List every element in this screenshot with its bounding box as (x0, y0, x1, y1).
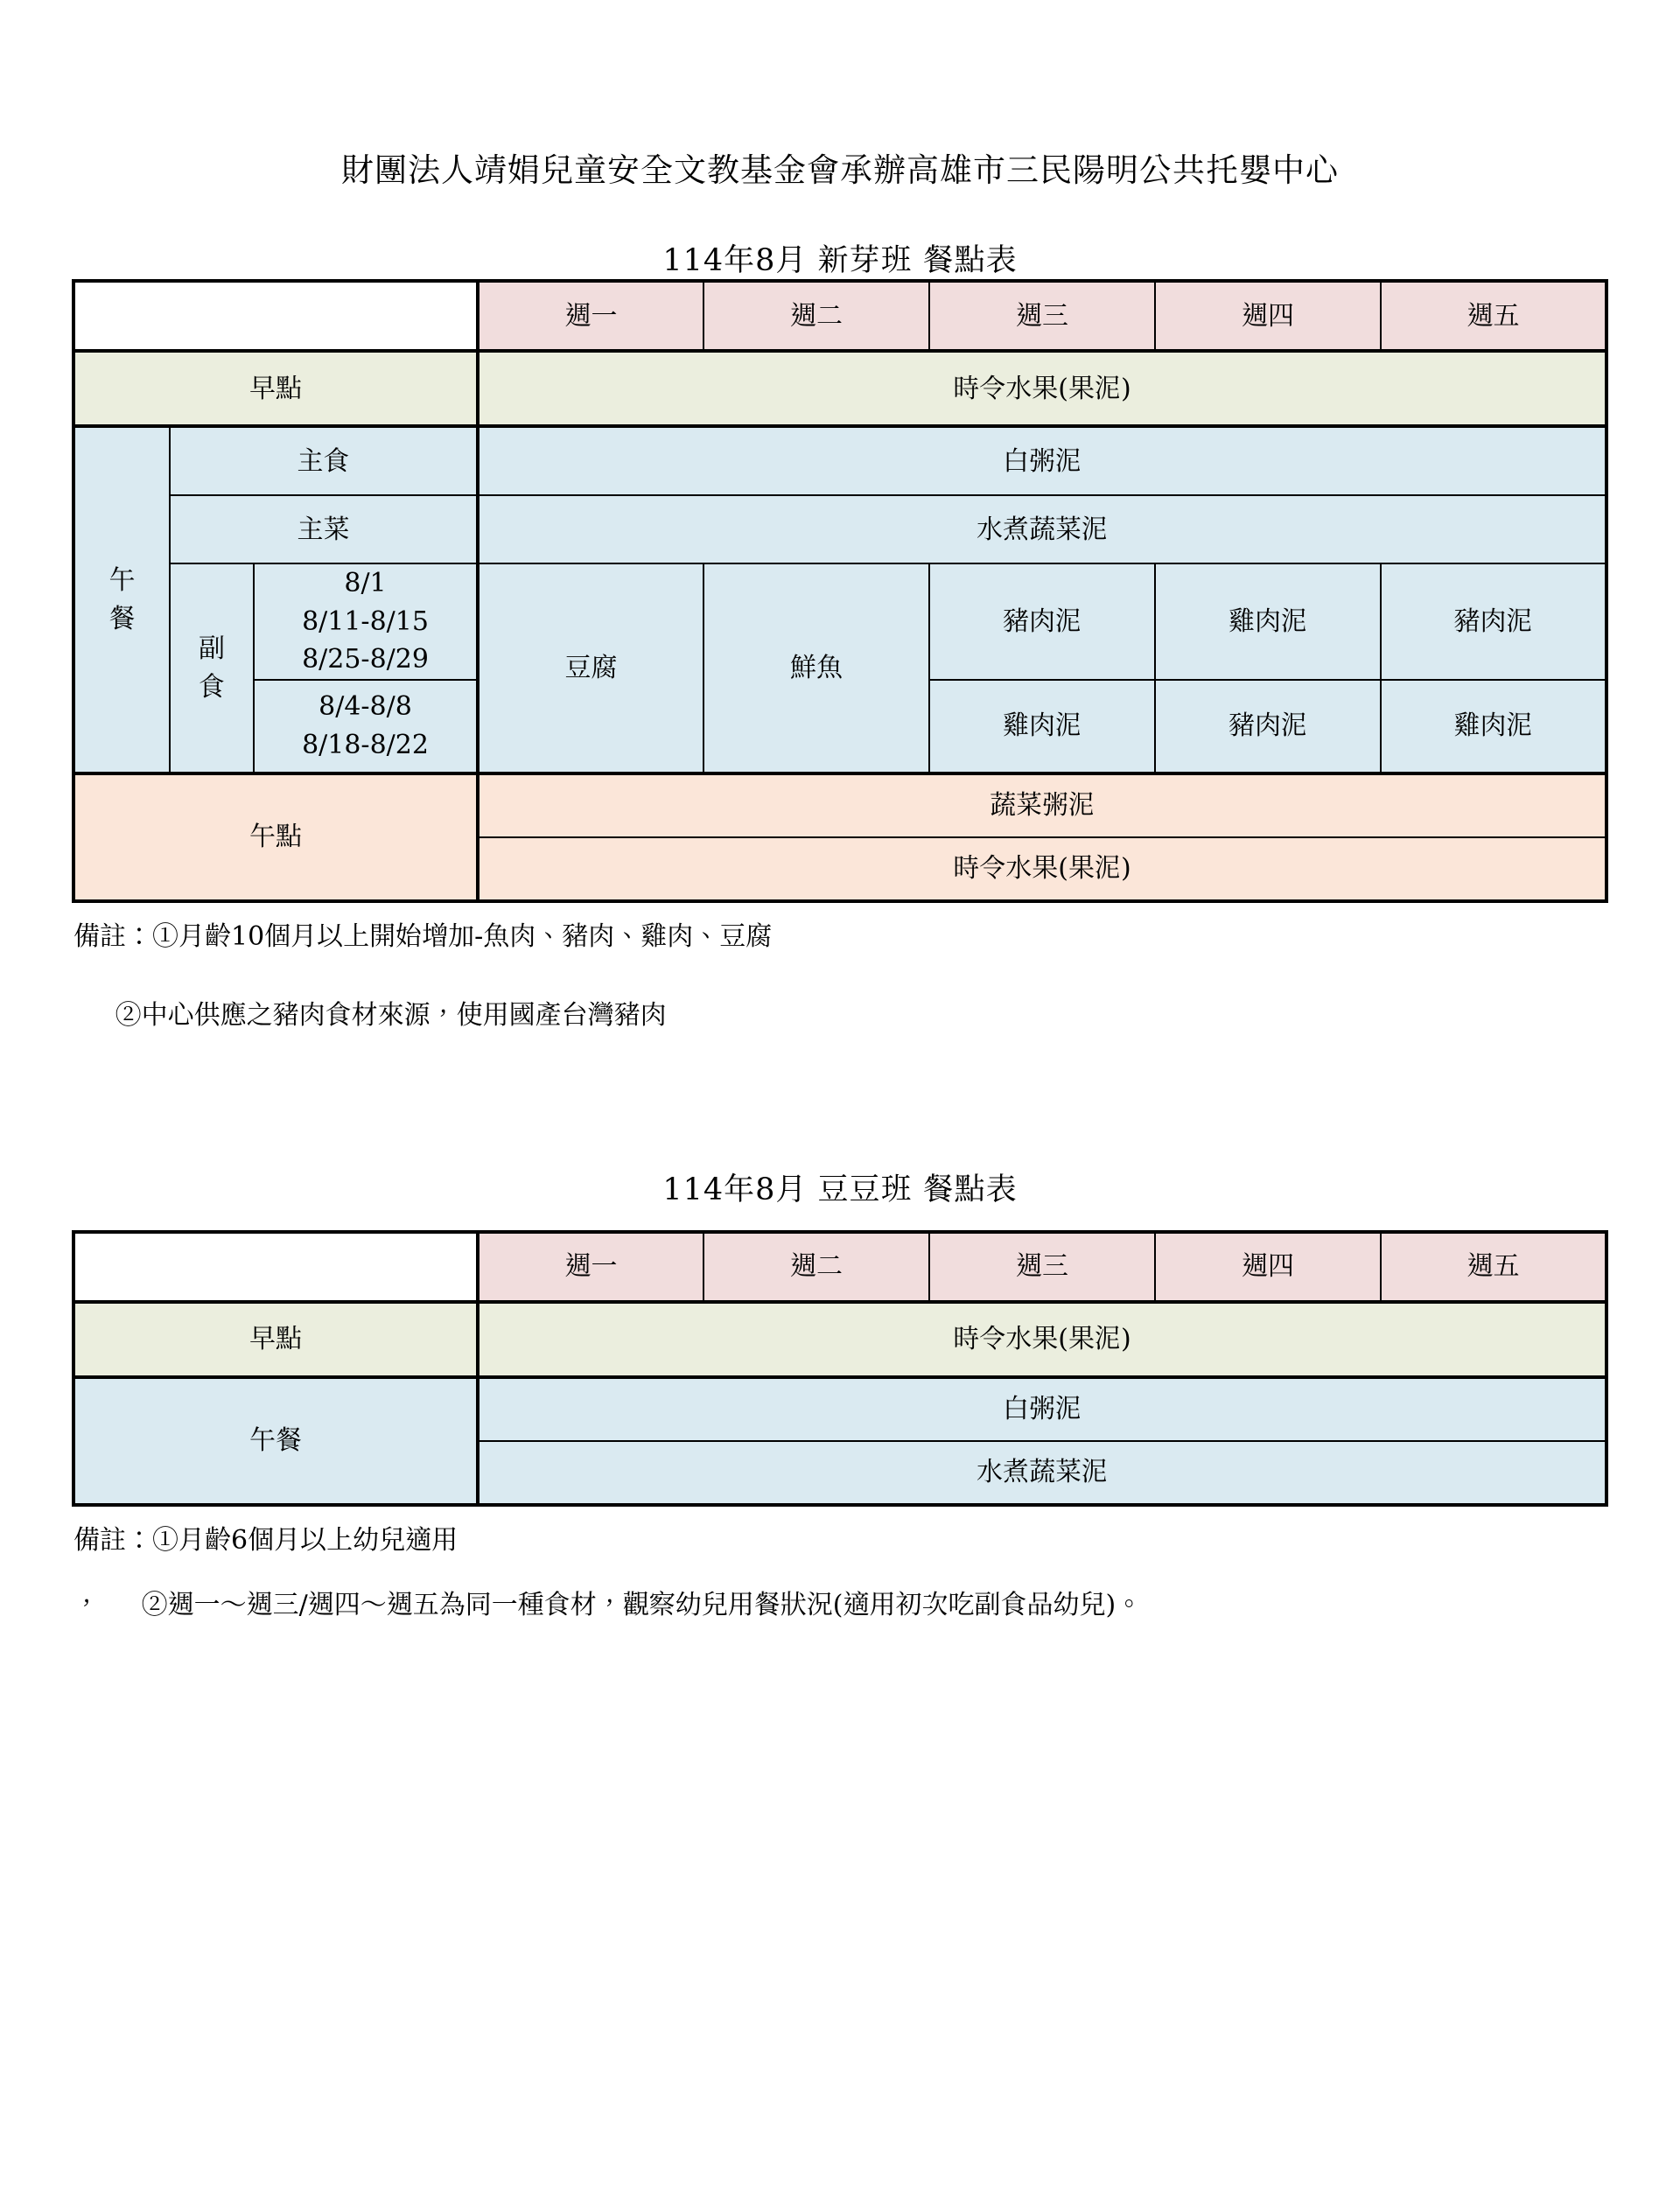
table1-header-fri: 週五 (1381, 281, 1606, 351)
table1-side-group-a-date-3: 8/25-8/29 (302, 644, 429, 675)
table1-note-1: 備註：①月齡10個月以上開始增加-魚肉、豬肉、雞肉、豆腐 (74, 920, 773, 952)
table1-afternoon-snack-value-1: 蔬菜粥泥 (478, 773, 1606, 837)
table1-side-group-a-row (74, 563, 1606, 680)
table2-note-2: ， ②週一～週三/週四～週五為同一種食材，觀察幼兒用餐狀況(適用初次吃副食品幼兒)。 (74, 1590, 1143, 1621)
table1-side-group-a-date-1: 8/1 (344, 568, 387, 599)
table1-notes (74, 903, 1606, 1034)
table2-header-thu: 週四 (1155, 1232, 1381, 1302)
table1-header-mon: 週一 (478, 281, 704, 351)
table2-header-tue: 週二 (704, 1232, 929, 1302)
table1-staple-row (74, 426, 1606, 495)
table1-lunch-label-char2: 餐 (108, 603, 136, 634)
table1-side-label (170, 563, 254, 773)
section-spacer (0, 1034, 1680, 1172)
table1-side-group-b-fri: 雞肉泥 (1381, 680, 1606, 773)
table2-notes (74, 1507, 1606, 1624)
table2-header-wed: 週三 (929, 1232, 1155, 1302)
table1-side-group-b-date-1: 8/4-8/8 (318, 691, 412, 723)
table1-afternoon-snack-row-1 (74, 773, 1606, 837)
table1-header-thu: 週四 (1155, 281, 1381, 351)
table1-side-group-a-fri: 豬肉泥 (1381, 563, 1606, 680)
table1-staple-value: 白粥泥 (478, 426, 1606, 495)
table2-header-fri: 週五 (1381, 1232, 1606, 1302)
table2-header-row (74, 1232, 1606, 1302)
table1-side-group-b-dates (254, 680, 478, 773)
table2-morning-snack-label: 早點 (74, 1302, 478, 1377)
table1-side-group-a-wed: 豬肉泥 (929, 563, 1155, 680)
table1-side-group-a-date-2: 8/11-8/15 (302, 605, 429, 637)
table1-corner-cell (74, 281, 478, 351)
table1-side-mon: 豆腐 (478, 563, 704, 773)
table1-maindish-value: 水煮蔬菜泥 (478, 495, 1606, 563)
table2-header-mon: 週一 (478, 1232, 704, 1302)
table1-morning-snack-label: 早點 (74, 351, 478, 426)
table1-side-tue: 鮮魚 (704, 563, 929, 773)
table1-lunch-label (74, 426, 170, 773)
organization-title: 財團法人靖娟兒童安全文教基金會承辦高雄市三民陽明公共托嬰中心 (341, 151, 1339, 189)
table1-maindish-row (74, 495, 1606, 563)
table1-note-2: ②中心供應之豬肉食材來源，使用國產台灣豬肉 (74, 1000, 667, 1032)
table1-header-wed: 週三 (929, 281, 1155, 351)
table1-side-group-a-dates (254, 563, 478, 680)
table2-lunch-label: 午餐 (74, 1377, 478, 1505)
table1-morning-snack-value: 時令水果(果泥) (478, 351, 1606, 426)
table2-title: 114年8月 豆豆班 餐點表 (662, 1172, 1018, 1207)
table1-staple-label: 主食 (170, 426, 478, 495)
table2-lunch-value-2: 水煮蔬菜泥 (478, 1441, 1606, 1505)
table1-side-group-a-thu: 雞肉泥 (1155, 563, 1381, 680)
table2-morning-snack-row (74, 1302, 1606, 1377)
table1-afternoon-snack-value-2: 時令水果(果泥) (478, 837, 1606, 901)
table1-maindish-label: 主菜 (170, 495, 478, 563)
menu-table-xinya (72, 279, 1608, 903)
table1-header-tue: 週二 (704, 281, 929, 351)
table1-lunch-label-char1: 午 (108, 565, 136, 596)
table1-side-group-b-date-2: 8/18-8/22 (302, 729, 429, 760)
table2-lunch-row-1 (74, 1377, 1606, 1441)
table1-header-row (74, 281, 1606, 351)
table2-corner-cell (74, 1232, 478, 1302)
table2-note-1: 備註：①月齡6個月以上幼兒適用 (74, 1524, 458, 1556)
table1-afternoon-snack-label: 午點 (74, 773, 478, 901)
table1-side-label-char2: 食 (199, 671, 225, 703)
table1-morning-snack-row (74, 351, 1606, 426)
table1-side-group-b-thu: 豬肉泥 (1155, 680, 1381, 773)
table1-side-group-b-wed: 雞肉泥 (929, 680, 1155, 773)
menu-table-doudou (72, 1230, 1608, 1507)
table2-lunch-value-1: 白粥泥 (478, 1377, 1606, 1441)
table1-side-label-char1: 副 (199, 633, 225, 664)
table1-title: 114年8月 新芽班 餐點表 (662, 243, 1018, 279)
table2-morning-snack-value: 時令水果(果泥) (478, 1302, 1606, 1377)
